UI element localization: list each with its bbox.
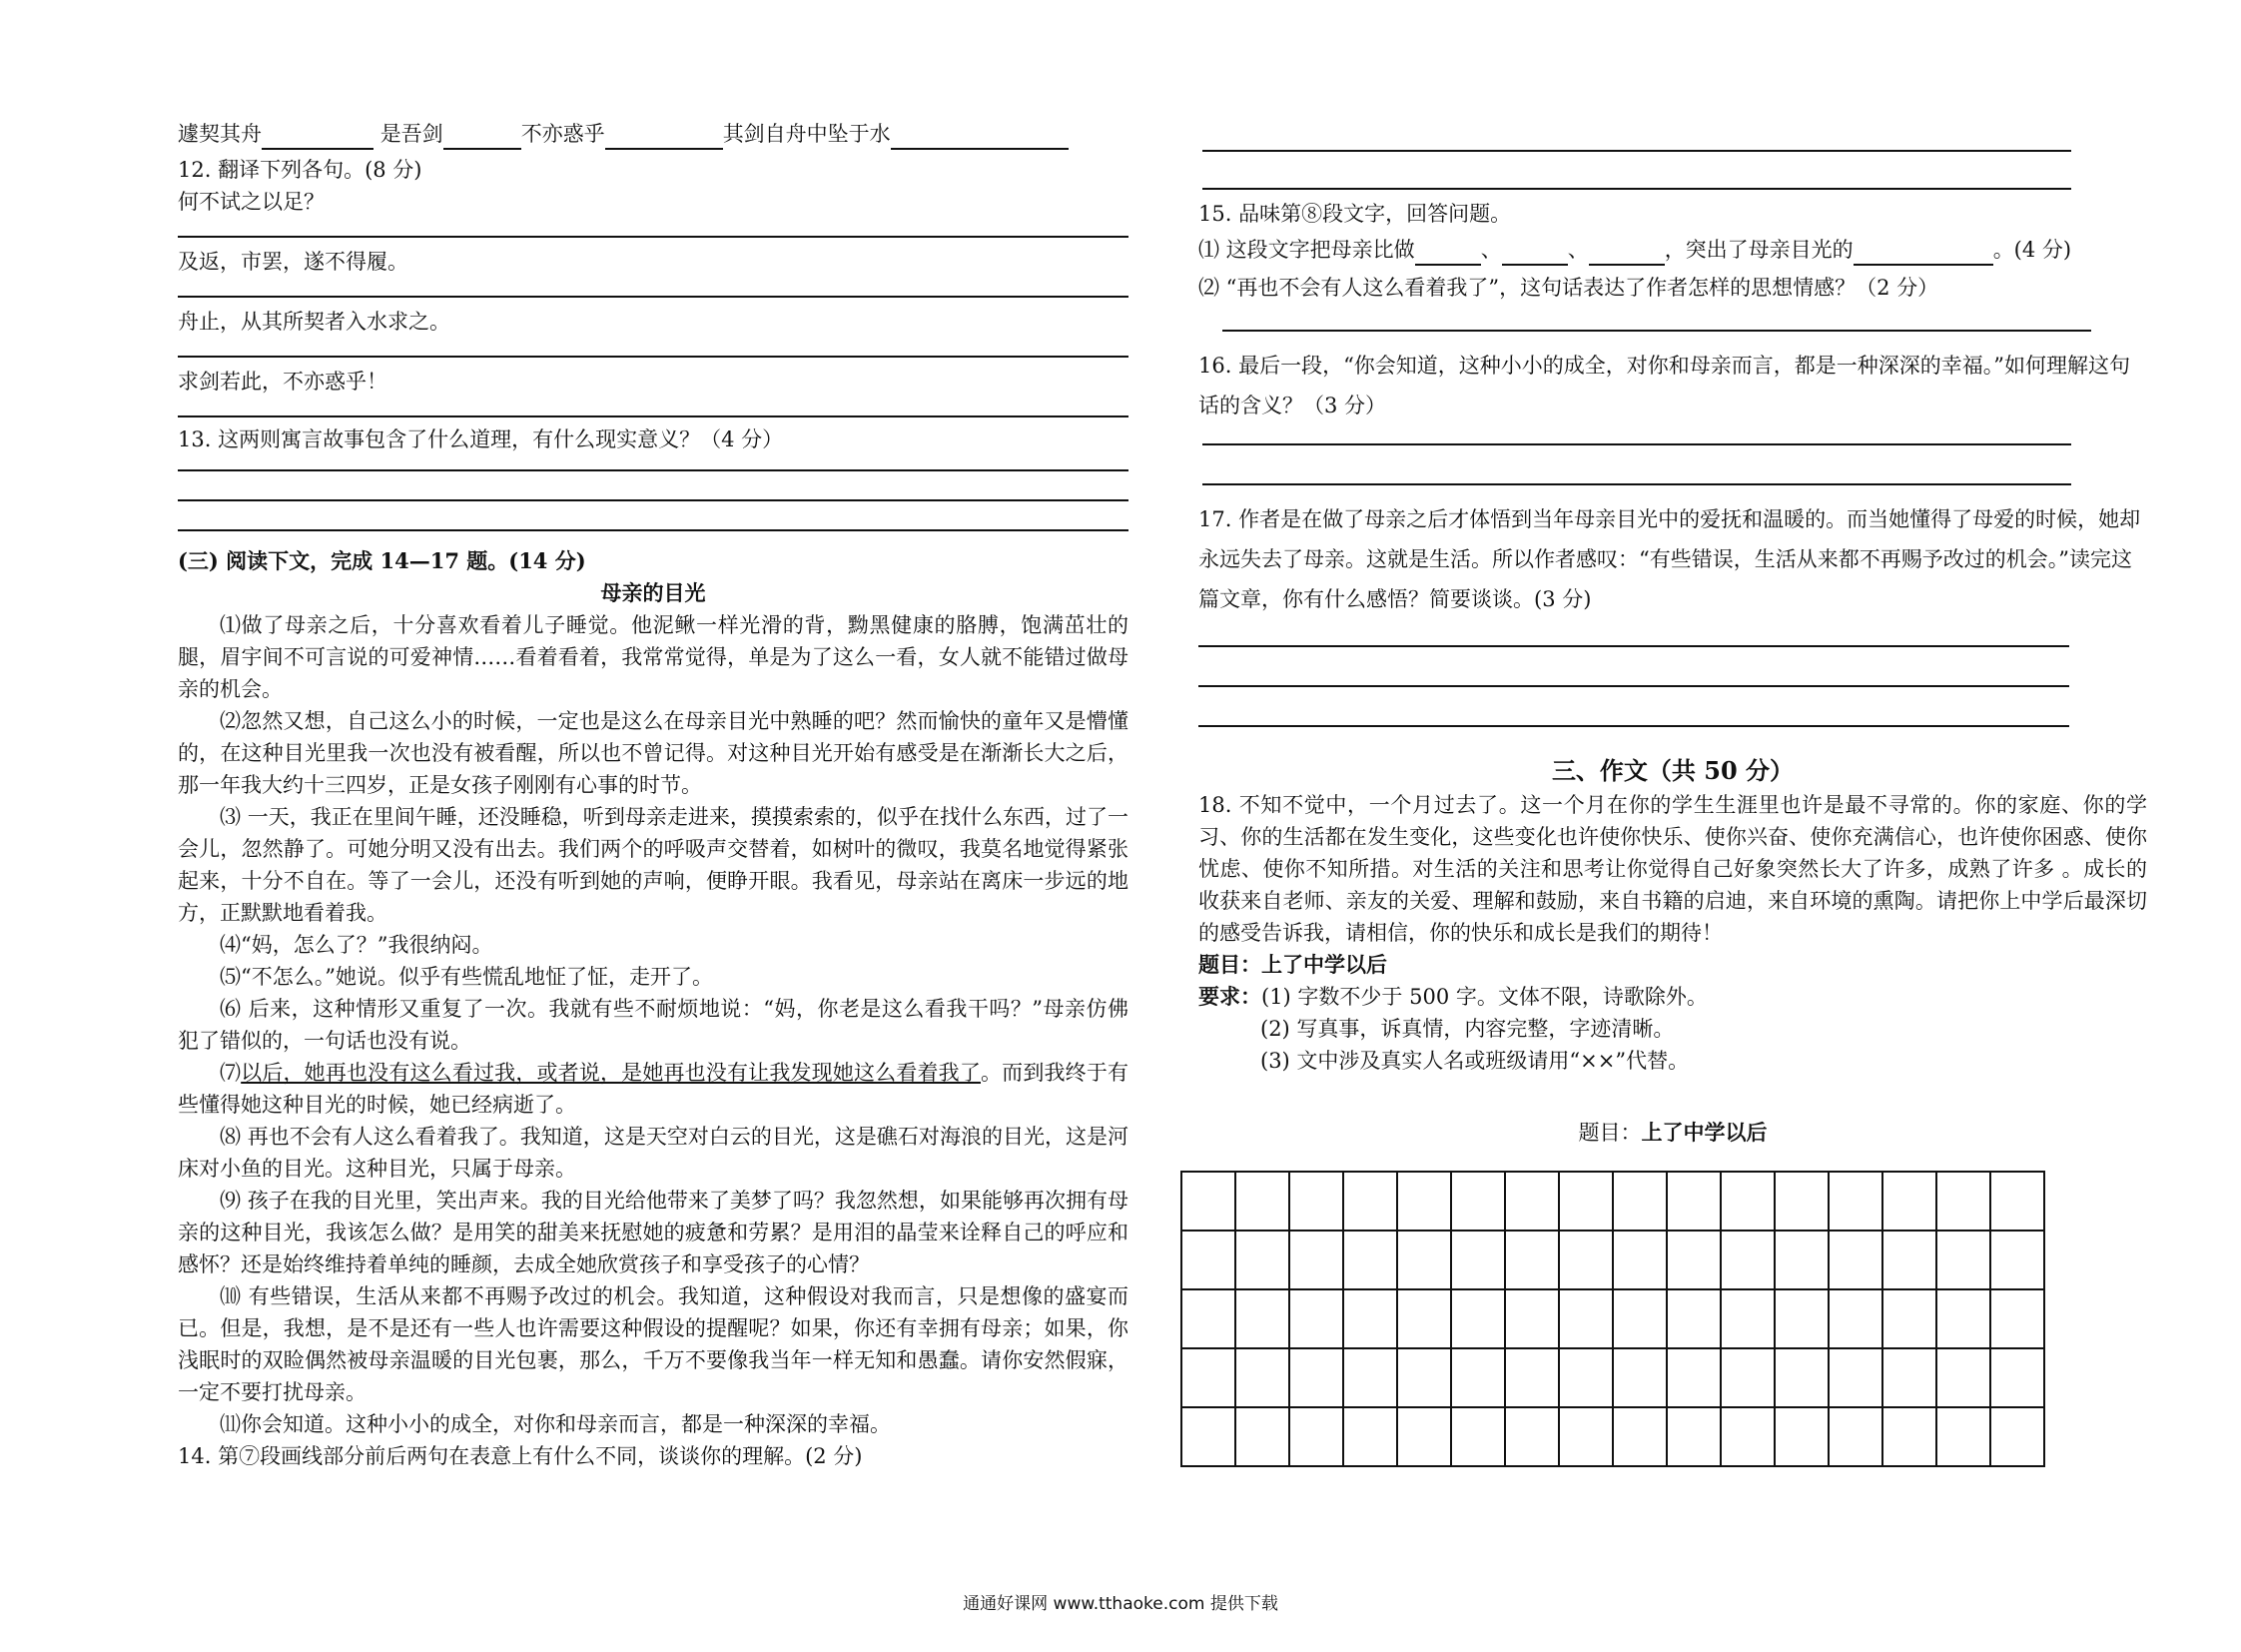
p7-rest: 。而到我终于有些懂得她这种目光的时候，她已经病逝了。 bbox=[178, 1061, 1129, 1117]
grid-cell[interactable] bbox=[1505, 1289, 1559, 1348]
grid-cell[interactable] bbox=[1397, 1407, 1451, 1466]
grid-cell[interactable] bbox=[1829, 1289, 1882, 1348]
grid-cell[interactable] bbox=[1721, 1231, 1775, 1289]
grid-cell[interactable] bbox=[1721, 1172, 1775, 1231]
grid-cell[interactable] bbox=[1882, 1289, 1936, 1348]
grid-cell[interactable] bbox=[1775, 1172, 1829, 1231]
q15-sub2: ⑵ “再也不会有人这么看着我了”，这句话表达了作者怎样的思想情感？（2 分） bbox=[1198, 276, 1939, 300]
grid-title-label: 题目： bbox=[1578, 1121, 1642, 1145]
grid-cell[interactable] bbox=[1721, 1289, 1775, 1348]
grid-row bbox=[1181, 1172, 2044, 1231]
grid-cell[interactable] bbox=[1613, 1407, 1667, 1466]
article-paragraph: ⑶ 一天，我正在里间午睡，还没睡稳，听到母亲走进来，摸摸索索的，似乎在找什么东西，过了一会儿，忽然静了。可她分明又没有出去。我们两个的呼吸声交替着，如树叶的微叹，我莫名地觉得紧张起来，十分不自在。等了一会儿，还没有听到她的声响，便睁开眼。我看见，母亲站在离床一步远的地方，正默默地看着我。 bbox=[178, 805, 1128, 925]
grid-cell[interactable] bbox=[1343, 1407, 1397, 1466]
grid-cell[interactable] bbox=[1613, 1231, 1667, 1289]
grid-cell[interactable] bbox=[1559, 1348, 1613, 1407]
grid-cell[interactable] bbox=[1775, 1348, 1829, 1407]
left-column bbox=[178, 118, 1128, 1472]
grid-cell[interactable] bbox=[1667, 1172, 1721, 1231]
section3-title: (三) 阅读下文，完成 14—17 题。(14 分) bbox=[178, 548, 586, 573]
answer-line[interactable] bbox=[1198, 687, 2069, 727]
q15-sub1-a: ⑴ 这段文字把母亲比做 bbox=[1198, 238, 1415, 262]
q14-title: 14. 第⑦段画线部分前后两句在表意上有什么不同，谈谈你的理解。(2 分) bbox=[178, 1444, 863, 1468]
req-item-1: (1) 字数不少于 500 字。文体不限，诗歌除外。 bbox=[1261, 985, 1708, 1009]
essay-heading: 三、作文（共 50 分） bbox=[1551, 756, 1795, 785]
answer-line[interactable] bbox=[178, 455, 1128, 471]
right-column bbox=[1198, 118, 2147, 1467]
grid-cell[interactable] bbox=[1667, 1289, 1721, 1348]
req-label: 要求： bbox=[1198, 984, 1261, 1009]
grid-cell[interactable] bbox=[1397, 1348, 1451, 1407]
grid-cell[interactable] bbox=[1882, 1231, 1936, 1289]
grid-cell[interactable] bbox=[1613, 1289, 1667, 1348]
q11-blank-4[interactable] bbox=[891, 148, 1069, 150]
grid-cell[interactable] bbox=[1343, 1172, 1397, 1231]
grid-cell[interactable] bbox=[1289, 1348, 1343, 1407]
grid-cell[interactable] bbox=[1343, 1289, 1397, 1348]
grid-cell[interactable] bbox=[1667, 1407, 1721, 1466]
q15-blank-2[interactable] bbox=[1502, 264, 1568, 266]
q15-sub1-c: 。(4 分) bbox=[1992, 238, 2072, 262]
grid-cell[interactable] bbox=[1235, 1407, 1289, 1466]
grid-cell[interactable] bbox=[1343, 1348, 1397, 1407]
grid-cell[interactable] bbox=[1181, 1407, 1235, 1466]
grid-row bbox=[1181, 1231, 2044, 1289]
essay-topic-text: 上了中学以后 bbox=[1261, 952, 1387, 977]
article-paragraph: ⑷“妈，怎么了？”我很纳闷。 bbox=[220, 933, 493, 957]
grid-cell[interactable] bbox=[1936, 1172, 1990, 1231]
grid-cell[interactable] bbox=[1613, 1172, 1667, 1231]
grid-cell[interactable] bbox=[1990, 1348, 2044, 1407]
grid-cell[interactable] bbox=[1990, 1172, 2044, 1231]
req-item-3: (3) 文中涉及真实人名或班级请用“××”代替。 bbox=[1260, 1049, 1690, 1073]
grid-cell[interactable] bbox=[1775, 1231, 1829, 1289]
grid-cell[interactable] bbox=[1451, 1231, 1505, 1289]
grid-cell[interactable] bbox=[1181, 1289, 1235, 1348]
q15-sub1-b: ，突出了母亲目光的 bbox=[1664, 238, 1854, 262]
grid-cell[interactable] bbox=[1936, 1407, 1990, 1466]
grid-cell[interactable] bbox=[1505, 1172, 1559, 1231]
grid-cell[interactable] bbox=[1936, 1289, 1990, 1348]
grid-cell[interactable] bbox=[1235, 1289, 1289, 1348]
grid-cell[interactable] bbox=[1235, 1231, 1289, 1289]
p7-number: ⑺ bbox=[220, 1061, 242, 1085]
footer-credit: 通通好课网 www.tthaoke.com 提供下载 bbox=[963, 1594, 1278, 1614]
grid-cell[interactable] bbox=[1721, 1348, 1775, 1407]
article-title: 母亲的目光 bbox=[600, 580, 706, 605]
grid-row bbox=[1181, 1289, 2044, 1348]
grid-cell[interactable] bbox=[1397, 1231, 1451, 1289]
article-paragraph: ⑾你会知道。这种小小的成全，对你和母亲而言，都是一种深深的幸福。 bbox=[220, 1412, 891, 1436]
grid-cell[interactable] bbox=[1990, 1407, 2044, 1466]
grid-cell[interactable] bbox=[1235, 1172, 1289, 1231]
answer-line[interactable] bbox=[1222, 304, 2091, 332]
grid-cell[interactable] bbox=[1936, 1231, 1990, 1289]
answer-line[interactable] bbox=[1198, 619, 2069, 647]
article-paragraph: ⑵忽然又想，自己这么小的时候，一定也是这么在母亲目光中熟睡的吧？然而愉快的童年又是懵懂的，在这种目光里我一次也没有被看醒，所以也不曾记得。对这种目光开始有感受是在渐渐长大之后，那一年我大约十三四岁，正是女孩子刚刚有心事的时节。 bbox=[178, 709, 1128, 797]
req-item-2: (2) 写真事，诉真情，内容完整，字迹清晰。 bbox=[1260, 1017, 1675, 1041]
essay-topic-label: 题目： bbox=[1198, 952, 1261, 977]
grid-cell[interactable] bbox=[1667, 1231, 1721, 1289]
answer-line[interactable] bbox=[178, 471, 1128, 501]
answer-line[interactable] bbox=[1202, 118, 2071, 152]
q15-blank-3[interactable] bbox=[1589, 264, 1665, 266]
article-paragraph: ⑼ 孩子在我的目光里，笑出声来。我的目光给他带来了美梦了吗？我忽然想，如果能够再次拥有母亲的这种目光，我该怎么做？是用笑的甜美来抚慰她的疲惫和劳累？是用泪的晶莹来诠释自己的呼应和感怀？还是始终维持着单纯的睡颜，去成全她欣赏孩子和享受孩子的心情？ bbox=[178, 1189, 1128, 1276]
article-paragraph-7 bbox=[178, 1057, 1128, 1121]
grid-cell[interactable] bbox=[1559, 1407, 1613, 1466]
q11-row bbox=[178, 118, 1128, 154]
grid-cell[interactable] bbox=[1181, 1172, 1235, 1231]
grid-cell[interactable] bbox=[1289, 1231, 1343, 1289]
grid-cell[interactable] bbox=[1451, 1172, 1505, 1231]
grid-cell[interactable] bbox=[1289, 1172, 1343, 1231]
grid-cell[interactable] bbox=[1829, 1231, 1882, 1289]
answer-line[interactable] bbox=[1202, 425, 2071, 445]
q11-phrase-4: 其剑自舟中坠于水 bbox=[722, 122, 891, 146]
grid-cell[interactable] bbox=[1451, 1289, 1505, 1348]
q17-title: 17. 作者是在做了母亲之后才体悟到当年母亲目光中的爱抚和温暖的。而当她懂得了母爱的时候，她却永远失去了母亲。这就是生活。所以作者感叹：“有些错误，生活从来都不再赐予改过的机会。”读完这篇文章，你有什么感悟？简要谈谈。(3 分) bbox=[1198, 507, 2141, 611]
grid-cell[interactable] bbox=[1775, 1289, 1829, 1348]
grid-cell[interactable] bbox=[1451, 1348, 1505, 1407]
grid-cell[interactable] bbox=[1451, 1407, 1505, 1466]
answer-line[interactable] bbox=[178, 338, 1128, 358]
grid-cell[interactable] bbox=[1343, 1231, 1397, 1289]
q12-title: 12. 翻译下列各句。(8 分) bbox=[178, 158, 422, 182]
q15-sep-2: 、 bbox=[1567, 238, 1589, 262]
grid-cell[interactable] bbox=[1882, 1172, 1936, 1231]
grid-title-text: 上了中学以后 bbox=[1641, 1120, 1768, 1145]
grid-row bbox=[1181, 1348, 2044, 1407]
answer-line[interactable] bbox=[178, 398, 1128, 417]
grid-cell[interactable] bbox=[1181, 1231, 1235, 1289]
grid-cell[interactable] bbox=[1829, 1172, 1882, 1231]
q11-phrase-3: 不亦惑乎 bbox=[520, 122, 605, 146]
grid-cell[interactable] bbox=[1721, 1407, 1775, 1466]
grid-cell[interactable] bbox=[1936, 1348, 1990, 1407]
q11-blank-1[interactable] bbox=[262, 148, 374, 150]
p7-underlined-text: 以后，她再也没有这么看过我，或者说，是她再也没有让我发现她这么看着我了 bbox=[241, 1061, 982, 1085]
grid-cell[interactable] bbox=[1990, 1231, 2044, 1289]
grid-cell[interactable] bbox=[1559, 1289, 1613, 1348]
grid-row bbox=[1181, 1407, 2044, 1466]
q15-title: 15. 品味第⑧段文字，回答问题。 bbox=[1198, 202, 1512, 226]
grid-cell[interactable] bbox=[1397, 1172, 1451, 1231]
grid-cell[interactable] bbox=[1397, 1289, 1451, 1348]
q12-item-3: 舟止，从其所契者入水求之。 bbox=[178, 310, 450, 334]
answer-line[interactable] bbox=[1198, 647, 2069, 687]
grid-cell[interactable] bbox=[1667, 1348, 1721, 1407]
grid-cell[interactable] bbox=[1829, 1407, 1882, 1466]
answer-line[interactable] bbox=[1202, 152, 2071, 190]
grid-title bbox=[1198, 1117, 2147, 1149]
article-paragraph: ⑻ 再也不会有人这么看着我了。我知道，这是天空对白云的目光，这是礁石对海浪的目光，这是河床对小鱼的目光。这种目光，只属于母亲。 bbox=[178, 1125, 1128, 1181]
grid-cell[interactable] bbox=[1505, 1348, 1559, 1407]
grid-cell[interactable] bbox=[1181, 1348, 1235, 1407]
article-paragraph: ⑴做了母亲之后，十分喜欢看着儿子睡觉。他泥鳅一样光滑的背，黝黑健康的胳膊，饱满茁壮的腿，眉宇间不可言说的可爱神情……看着看着，我常常觉得，单是为了这么一看，女人就不能错过做母亲的机会。 bbox=[178, 613, 1128, 701]
q12-item-1: 何不试之以足？ bbox=[178, 190, 325, 214]
grid-cell[interactable] bbox=[1559, 1172, 1613, 1231]
q11-blank-3[interactable] bbox=[605, 148, 723, 150]
q12-item-4: 求剑若此，不亦惑乎！ bbox=[178, 370, 387, 394]
grid-cell[interactable] bbox=[1505, 1231, 1559, 1289]
grid-cell[interactable] bbox=[1559, 1231, 1613, 1289]
grid-cell[interactable] bbox=[1505, 1407, 1559, 1466]
grid-cell[interactable] bbox=[1882, 1348, 1936, 1407]
q12-item-2: 及返，市罢，遂不得履。 bbox=[178, 250, 408, 274]
grid-cell[interactable] bbox=[1613, 1348, 1667, 1407]
article-body bbox=[178, 609, 1128, 1440]
answer-line[interactable] bbox=[178, 278, 1128, 298]
grid-cell[interactable] bbox=[1990, 1289, 2044, 1348]
q13-title: 13. 这两则寓言故事包含了什么道理，有什么现实意义？（4 分） bbox=[178, 427, 784, 451]
article-paragraph: ⑹ 后来，这种情形又重复了一次。我就有些不耐烦地说：“妈，你老是这么看我干吗？”母亲仿佛犯了错似的，一句话也没有说。 bbox=[178, 997, 1128, 1053]
essay-topic bbox=[1198, 949, 2147, 981]
q15-sep-1: 、 bbox=[1480, 238, 1502, 262]
q11-phrase-1: 遽契其舟 bbox=[178, 122, 262, 146]
essay-requirements bbox=[1198, 981, 2147, 1013]
q15-sub1 bbox=[1198, 234, 2147, 266]
essay-prompt: 18. 不知不觉中，一个月过去了。这一个月在你的学生生涯里也许是最不寻常的。你的家庭、你的学习、你的生活都在发生变化，这些变化也许使你快乐、使你兴奋、使你充满信心，也许使你困惑、使你忧虑、使你不知所措。对生活的关注和思考让你觉得自己好象突然长大了许多，成熟了许多 。成长的收获来自老师、亲友的关爱、理解和鼓励，来自书籍的启迪，来自环境的熏陶。请把你上中学后最深切的感受告诉我，请相信，你的快乐和成长是我们的期待！ bbox=[1198, 793, 2147, 945]
writing-grid[interactable] bbox=[1180, 1171, 2045, 1467]
grid-cell[interactable] bbox=[1882, 1407, 1936, 1466]
grid-cell[interactable] bbox=[1829, 1348, 1882, 1407]
grid-cell[interactable] bbox=[1289, 1289, 1343, 1348]
answer-line[interactable] bbox=[178, 218, 1128, 238]
answer-line[interactable] bbox=[1202, 445, 2071, 485]
grid-cell[interactable] bbox=[1289, 1407, 1343, 1466]
q16-title: 16. 最后一段，“你会知道，这种小小的成全，对你和母亲而言，都是一种深深的幸福。”如何理解这句话的含义？（3 分） bbox=[1198, 354, 2131, 417]
article-paragraph: ⑸“不怎么。”她说。似乎有些慌乱地怔了怔，走开了。 bbox=[220, 965, 713, 989]
q11-blank-2[interactable] bbox=[443, 148, 521, 150]
q11-phrase-2: 是吾剑 bbox=[379, 122, 443, 146]
q15-blank-4[interactable] bbox=[1854, 264, 1993, 266]
grid-cell[interactable] bbox=[1235, 1348, 1289, 1407]
answer-line[interactable] bbox=[178, 501, 1128, 531]
grid-cell[interactable] bbox=[1775, 1407, 1829, 1466]
q15-blank-1[interactable] bbox=[1415, 264, 1481, 266]
article-paragraph: ⑽ 有些错误，生活从来都不再赐予改过的机会。我知道，这种假设对我而言，只是想像的盛宴而已。但是，我想，是不是还有一些人也许需要这种假设的提醒呢？如果，你还有幸拥有母亲；如果，你浅眠时的双睑偶然被母亲温暖的目光包裹，那么，千万不要像我当年一样无知和愚蠢。请你安然假寐，一定不要打扰母亲。 bbox=[178, 1284, 1128, 1404]
